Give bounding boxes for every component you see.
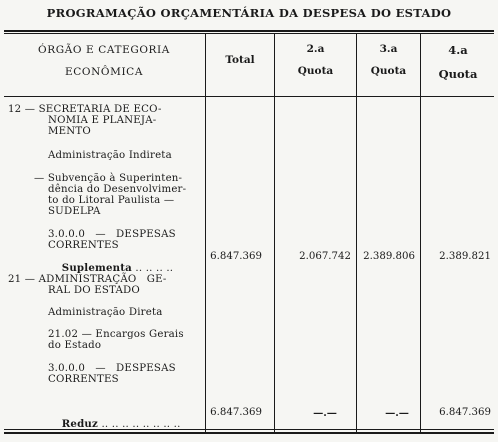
reduz-q2: —.—	[313, 407, 337, 419]
subvencao-line3: to do Litoral Paulista —	[48, 195, 175, 206]
suplementa-q3: 2.389.806	[363, 251, 415, 262]
reduz-dots: .. .. .. .. .. .. .. ..	[98, 418, 181, 430]
header-orgao-line1: ÓRGÃO E CATEGORIA	[38, 44, 170, 56]
secretaria-line1: 12 — SECRETARIA DE ECO-	[8, 104, 162, 115]
top-rule	[4, 30, 494, 32]
header-quota-4: 4.a Quota	[438, 43, 478, 81]
reduz-q4: 6.847.369	[439, 407, 491, 418]
suplementa-total: 6.847.369	[210, 251, 262, 262]
adm-indireta: Administração Indireta	[48, 150, 172, 161]
secretaria-line3: MENTO	[48, 126, 91, 137]
suplementa-dots: .. .. .. ..	[131, 262, 174, 274]
encargos-line1: 21.02 — Encargos Gerais	[48, 329, 184, 340]
despesas2-line1: 3.0.0.0 — DESPESAS	[48, 363, 176, 374]
header-total: Total	[225, 54, 255, 66]
column-divider	[274, 33, 275, 433]
reduz-row	[48, 407, 181, 442]
header-quota-2: 2.a Quota	[297, 43, 334, 77]
adm-direta: Administração Direta	[48, 307, 163, 318]
header-orgao	[4, 44, 204, 78]
secretaria-line2: NOMIA E PLANEJA-	[48, 115, 157, 126]
subvencao-line4: SUDELPA	[48, 206, 101, 217]
suplementa-label: Suplementa	[61, 261, 132, 274]
despesas1-line1: 3.0.0.0 — DESPESAS	[48, 229, 176, 240]
adm-geral-line2: RAL DO ESTADO	[48, 285, 140, 296]
column-divider	[356, 33, 357, 433]
column-divider	[205, 33, 206, 433]
suplementa-q2: 2.067.742	[299, 251, 351, 262]
column-divider	[420, 33, 421, 433]
suplementa-q4: 2.389.821	[439, 251, 491, 262]
despesas2-line2: CORRENTES	[48, 374, 119, 385]
subvencao-line1: — Subvenção à Superinten-	[34, 173, 183, 184]
subvencao-line2: dência do Desenvolvimer-	[48, 184, 187, 195]
reduz-total: 6.847.369	[210, 407, 262, 418]
despesas1-line2: CORRENTES	[48, 240, 119, 251]
header-orgao-line2: ECONÔMICA	[64, 66, 144, 78]
encargos-line2: do Estado	[48, 340, 102, 351]
reduz-label: Reduz	[61, 417, 99, 430]
header-quota-3: 3.a Quota	[370, 43, 407, 77]
adm-geral-line1: 21 — ADMINISTRAÇÃO GE-	[8, 274, 167, 285]
page-title: PROGRAMAÇÃO ORÇAMENTÁRIA DA DESPESA DO ESTADO	[46, 6, 452, 20]
budget-table	[4, 0, 498, 438]
reduz-q3: —.—	[385, 407, 409, 419]
